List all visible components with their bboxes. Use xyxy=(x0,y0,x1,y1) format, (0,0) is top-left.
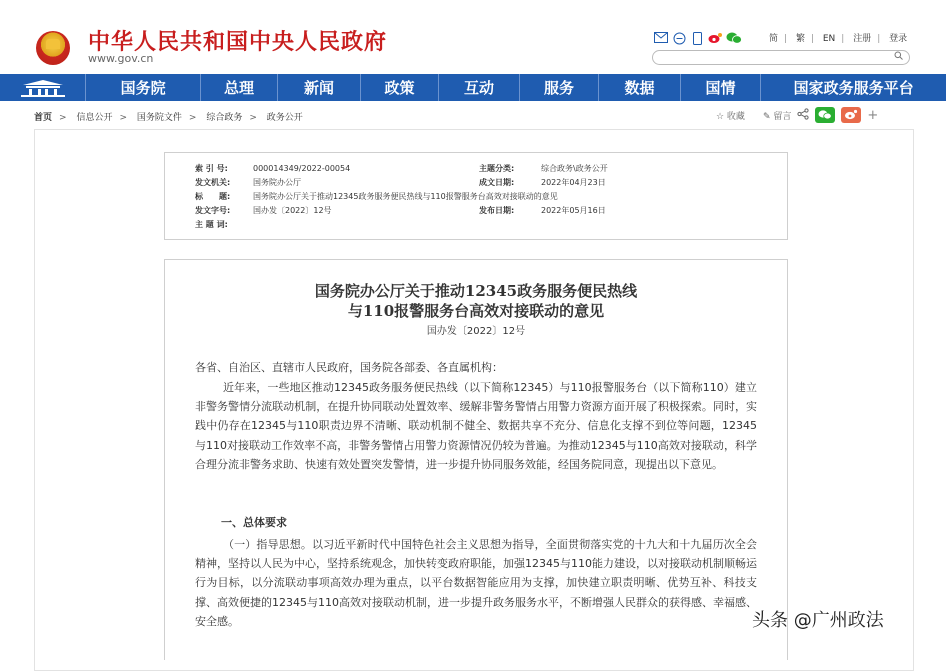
meta-category-value: 综合政务\政务公开 xyxy=(541,164,608,173)
meta-docno-label: 发文字号: xyxy=(195,206,231,215)
nav-gov-service-platform[interactable]: 国家政务服务平台 xyxy=(760,74,946,101)
wechat-share-icon[interactable] xyxy=(815,107,835,123)
document-metadata-table xyxy=(164,152,788,240)
meta-issuer-value: 国务院办公厅 xyxy=(253,178,301,187)
meta-category-row xyxy=(479,163,608,174)
national-emblem-icon[interactable] xyxy=(36,31,70,65)
meta-docno-value: 国办发〔2022〕12号 xyxy=(253,206,332,215)
weibo-icon[interactable] xyxy=(708,32,722,45)
login-link[interactable]: 登录 xyxy=(889,34,908,44)
weibo-share-icon[interactable] xyxy=(841,107,861,123)
meta-index-label: 索 引 号: xyxy=(195,164,228,173)
section-heading-general: 一、总体要求 xyxy=(221,516,287,529)
meta-date-made-value: 2022年04月23日 xyxy=(541,178,606,187)
site-url[interactable]: www.gov.cn xyxy=(88,52,154,65)
nav-interaction[interactable]: 互动 xyxy=(438,74,518,101)
nav-services[interactable]: 服务 xyxy=(519,74,599,101)
nav-news[interactable]: 新闻 xyxy=(277,74,359,101)
site-title[interactable]: 中华人民共和国中央人民政府 xyxy=(88,29,388,55)
meta-keywords-label: 主 题 词: xyxy=(195,220,228,229)
guiding-ideology-paragraph: （一）指导思想。以习近平新时代中国特色社会主义思想为指导，全面贯彻落实党的十九大和十九届历次全会精神，坚持以人民为中心，坚持系统观念，加快转变政府职能，加强12345与110能力建设，以对接联动机制顺畅运行为目标，以分流联动事项高效办理为重点，以平台数据智能应用为支撑，加快建立职责明晰、优势互补、科技支撑、高效便捷的12345与110高效对接联动机制，进一步提升政务服务水平，不断增强人民群众的获得感、幸福感、安全感。 xyxy=(195,538,757,628)
crumb-general-affairs[interactable]: 综合政务 xyxy=(206,113,243,123)
meta-docno-row xyxy=(195,205,332,216)
document-intro-paragraph: 近年来，一些地区推动12345政务服务便民热线（以下简称12345）与110报警服务台（以下简称110）建立非警务警情分流联动机制，在提升协同联动处置效率、缓解非警务警情占用警力资源方面开展了积极探索。同时，实践中仍存在12345与110职责边界不清晰、联动机制不健全、数据共享不充分、信息化支撑不到位等问题，12345与110对接联动工作效率不高，非警务警情占用警力资源情况仍较为普遍。为推动12345与110高效对接联动，科学合理分流非警务求助、快速有效处置突发警情，进一步提升协同服务效能，经国务院同意，现提出以下意见。 xyxy=(195,381,757,471)
simplified-link[interactable]: 简 xyxy=(769,34,779,44)
document-title-line2: 与110报警服务台高效对接联动的意见 xyxy=(347,302,605,320)
meta-category-label: 主题分类: xyxy=(479,164,515,173)
document-body xyxy=(164,259,788,660)
meta-issuer-label: 发文机关: xyxy=(195,178,231,187)
top-links: 简 | 繁 | EN | 注册 | 登录 xyxy=(769,34,908,44)
crumb-state-council-docs[interactable]: 国务院文件 xyxy=(136,113,182,123)
meta-issuer-row xyxy=(195,177,301,188)
meta-keywords-row xyxy=(195,219,253,230)
favorite-button[interactable]: ☆ 收藏 xyxy=(716,111,745,122)
nav-data[interactable]: 数据 xyxy=(598,74,679,101)
crumb-gov-affairs-open[interactable]: 政务公开 xyxy=(266,113,303,123)
meta-title-label: 标 题: xyxy=(195,192,231,201)
traditional-link[interactable]: 繁 xyxy=(795,34,805,44)
document-salutation: 各省、自治区、直辖市人民政府，国务院各部委、各直属机构： xyxy=(195,361,503,374)
search-icon[interactable] xyxy=(894,51,903,63)
nav-national-info[interactable]: 国情 xyxy=(680,74,760,101)
mobile-icon[interactable] xyxy=(690,32,704,45)
meta-pub-date-value: 2022年05月16日 xyxy=(541,206,606,215)
document-title-line1: 国务院办公厅关于推动12345政务服务便民热线 xyxy=(314,282,638,300)
nav-state-council[interactable]: 国务院 xyxy=(85,74,199,101)
meta-index-row xyxy=(195,163,350,174)
meta-date-made-label: 成文日期: xyxy=(479,178,515,187)
mail-icon[interactable] xyxy=(654,32,668,45)
meta-date-made-row xyxy=(479,177,606,188)
chat-icon[interactable] xyxy=(672,32,686,45)
meta-pub-date-row xyxy=(479,205,606,216)
share-icon[interactable] xyxy=(797,108,809,123)
watermark: 头条 @广州政法 xyxy=(752,610,884,631)
share-icons xyxy=(654,30,740,46)
meta-title-row xyxy=(195,191,558,202)
search-input[interactable] xyxy=(652,50,910,65)
english-link[interactable]: EN xyxy=(822,34,836,44)
more-share-button[interactable]: + xyxy=(867,107,879,123)
breadcrumb: 首页 > 信息公开 > 国务院文件 > 综合政务 > 政务公开 xyxy=(34,113,303,123)
breadcrumb-bar xyxy=(0,101,946,129)
meta-pub-date-label: 发布日期: xyxy=(479,206,515,215)
home-gate-icon[interactable] xyxy=(0,74,85,101)
article-tools xyxy=(716,107,878,123)
crumb-home[interactable]: 首页 xyxy=(34,113,53,123)
nav-premier[interactable]: 总理 xyxy=(200,74,278,101)
document-number: 国办发〔2022〕12号 xyxy=(426,326,526,337)
nav-policy[interactable]: 政策 xyxy=(360,74,439,101)
comment-button[interactable]: ✎ 留言 xyxy=(762,111,792,122)
crumb-info-disclosure[interactable]: 信息公开 xyxy=(76,113,113,123)
meta-index-value: 000014349/2022-00054 xyxy=(253,164,351,173)
site-header xyxy=(0,0,946,74)
register-link[interactable]: 注册 xyxy=(853,34,872,44)
main-nav xyxy=(0,74,946,101)
meta-title-value: 国务院办公厅关于推动12345政务服务便民热线与110报警服务台高效对接联动的意见 xyxy=(253,192,558,201)
wechat-icon[interactable] xyxy=(726,32,740,45)
